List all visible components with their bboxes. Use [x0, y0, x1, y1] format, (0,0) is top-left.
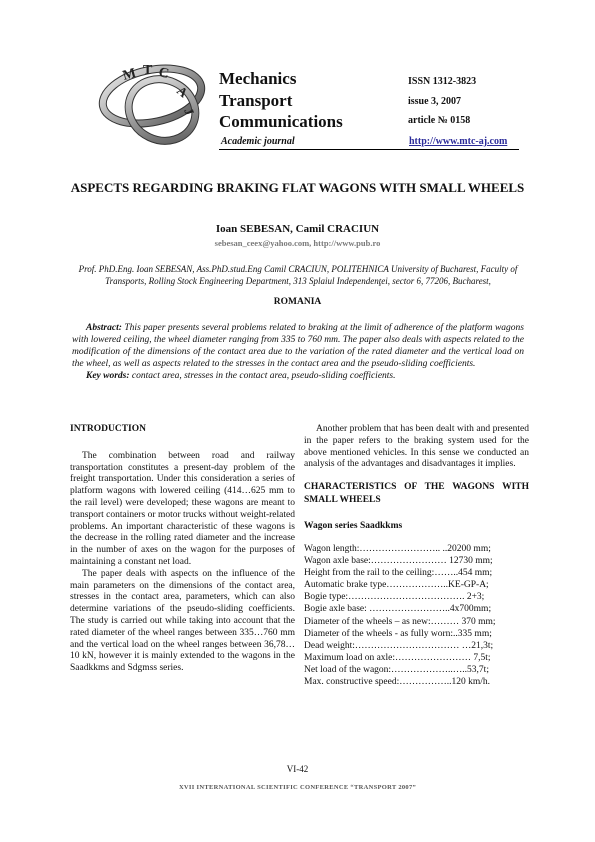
author-affiliation: Prof. PhD.Eng. Ioan SEBESAN, Ass.PhD.stud.Eng Camil CRACIUN, POLITEHNICA University of Bucharest, Faculty of Transports, Rolling Stock Engineering Department, 313 Splaiul Independenţei, sector 6, 77206, Bucharest, — [78, 264, 518, 286]
paper-authors: Ioan SEBESAN, Camil CRACIUN — [215, 223, 380, 235]
right-column — [304, 424, 529, 688]
svg-text:J: J — [181, 105, 198, 118]
keywords-text: contact area, stresses in the contact area, pseudo-sliding coefficients. — [129, 371, 396, 381]
header-rule — [219, 149, 519, 150]
svg-text:M: M — [121, 65, 138, 84]
spec-item: Diameter of the wheels - as fully worn:..335 mm; — [304, 628, 492, 639]
svg-text:A: A — [174, 82, 191, 101]
spec-item: Bogie type:………………………………. 2+3; — [304, 592, 485, 603]
spec-item: Dead weight:…………………………… …21,3t; — [304, 640, 494, 651]
keywords-label: Key words: — [86, 371, 130, 381]
left-column — [70, 424, 295, 675]
academic-journal-label: Academic journal — [221, 136, 295, 147]
spec-item: Maximum load on axle:…………………… 7,5t; — [304, 652, 491, 663]
spec-item: Wagon axle base:…………………… 12730 mm; — [304, 556, 493, 567]
spec-list — [304, 543, 529, 688]
issn: ISSN 1312-3823 — [408, 76, 477, 87]
paper-title: ASPECTS REGARDING BRAKING FLAT WAGONS WITH SMALL WHEELS — [70, 180, 525, 195]
spec-item: Net load of the wagon:………………..…..53,7t; — [304, 664, 489, 675]
page-number: VI-42 — [286, 764, 309, 774]
journal-name-line1: Mechanics — [219, 69, 297, 88]
intro-paragraph-1: The combination between road and railway transportation constitutes a present-day problem of the freight transportation. Under this consideration a series of platform wagons with lowered ceiling (414…625 mm to the rail level) were developed; these wagons are meant to transport containers or motor trucks without weight-related problems. An important characteristic of these wagons is the decrease in the rolling rated diameter and the increase in the number of axes on the wagon for the purposes of maintaining a constant net load. — [70, 450, 295, 567]
abstract-text: This paper presents several problems related to braking at the limit of adherence of the platform wagons with lowered ceiling, the wheel diameter ranging from 335 to 760 mm. The paper also deals with aspects related to the modification of the dimensions of the contact area due to the variation of the rated diameter and the vertical load on the wheel, as well as aspects related to the stresses in the contact area and the pseudo-sliding coefficients. — [72, 323, 524, 369]
journal-url-link[interactable]: http://www.mtc-aj.com — [409, 136, 508, 147]
introduction-heading: INTRODUCTION — [70, 424, 147, 434]
article-number: article № 0158 — [408, 115, 471, 126]
spec-item: Bogie axle base: ……………………..4x700mm; — [304, 604, 492, 615]
intro-paragraph-2: The paper deals with aspects on the influence of the main parameters on the dimensions of the contact area, stresses in the contact area, parameters, which can also determine variations of the pseudo-sliding coefficients. The study is carried out while taking into account that the rated diameter of the wheel ranges between 335…760 mm and the vertical load on the wheel ranges between 36,78…10 kN, however it is mainly extended to the wagons in the Saadkkms and Sdgmss series. — [70, 568, 295, 674]
journal-name-line2: Transport — [219, 91, 293, 110]
abstract-block — [72, 322, 524, 382]
spec-item: Height from the rail to the ceiling:……..454 mm; — [304, 568, 493, 579]
characteristics-heading: CHARACTERISTICS OF THE WAGONS WITH SMALL WHEELS — [304, 482, 529, 506]
abstract-paragraph — [72, 322, 524, 370]
spec-item: Wagon length:…………………….. ..20200 mm; — [304, 543, 491, 554]
svg-text:C: C — [157, 65, 171, 83]
journal-logo — [96, 52, 214, 152]
wagon-series-subheading: Wagon series Saadkkms — [304, 521, 403, 532]
issue: issue 3, 2007 — [408, 96, 462, 107]
spec-item: Diameter of the wheels – as new:……… 370 mm; — [304, 616, 496, 627]
right-paragraph-1: Another problem that has been dealt with and presented in the paper refers to the braking system used for the above mentioned vehicles. In this sense we conducted an analysis of the advantages and disadvantages it implies. — [304, 424, 529, 470]
conference-footer: XVII INTERNATIONAL SCIENTIFIC CONFERENCE “TRANSPORT 2007” — [178, 784, 417, 791]
svg-text:T: T — [143, 63, 153, 78]
keywords-paragraph — [72, 370, 524, 382]
journal-name-line3: Communications — [219, 112, 343, 131]
author-country: ROMANIA — [273, 297, 322, 307]
spec-item: Automatic brake type………………..KE-GP-A; — [304, 580, 489, 591]
author-emails: sebesan_ceex@yahoo.com, http://www.pub.ro — [214, 238, 381, 248]
spec-item: Max. constructive speed:……………..120 km/h. — [304, 677, 491, 688]
abstract-label: Abstract: — [86, 323, 122, 333]
